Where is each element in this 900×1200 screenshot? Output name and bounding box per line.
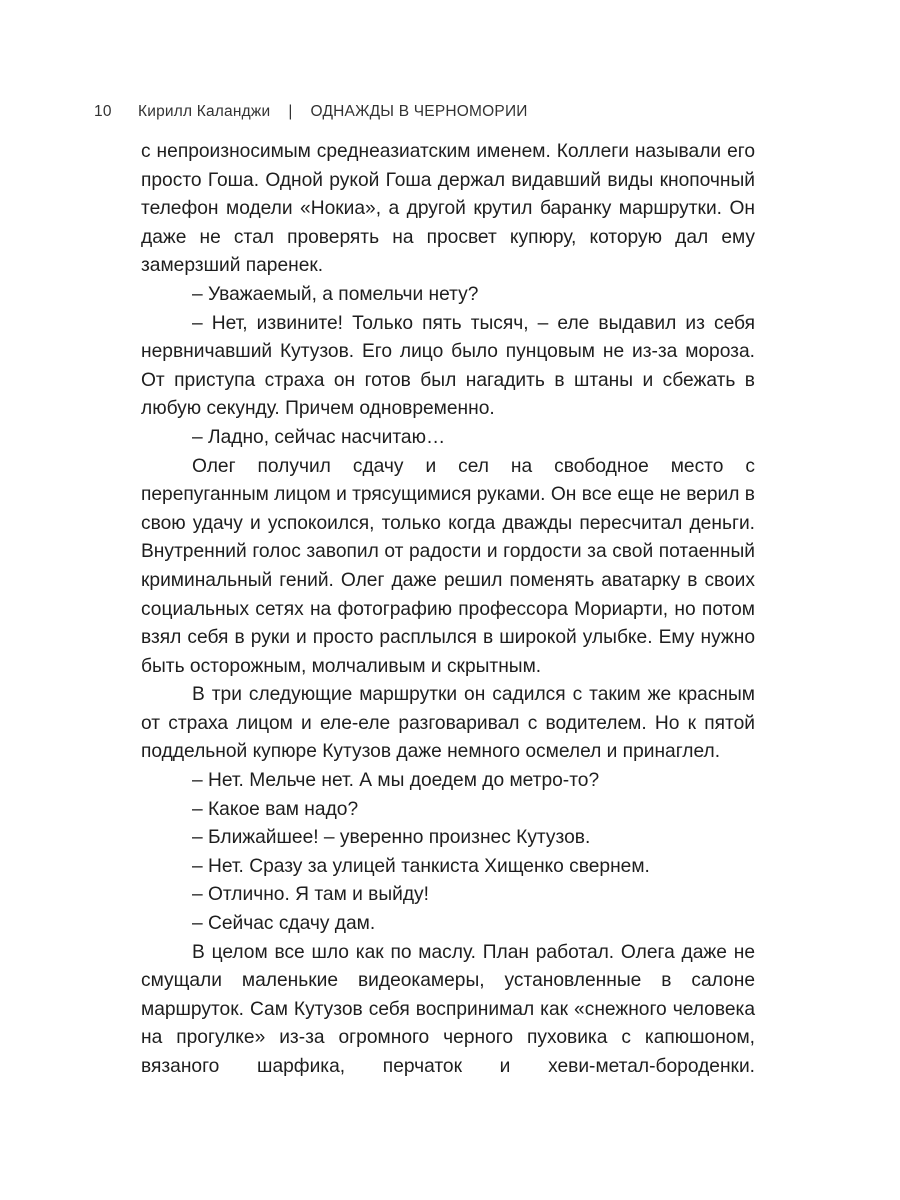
page-number: 10 <box>94 103 112 120</box>
paragraph: с непроизносимым среднеазиатским именем. Коллеги называли его просто Гоша. Одной рукой Гоша держал видавший виды кнопочный телефон модели «Нокиа», а другой крутил баранку маршрутки. Он даже не стал проверять на просвет купюру, которую дал ему замерзший паренек. <box>141 141 755 277</box>
header-separator: | <box>288 103 293 120</box>
paragraph: – Ближайшее! – уверенно произнес Кутузов. <box>192 827 591 849</box>
paragraph: – Отлично. Я там и выйду! <box>192 884 429 906</box>
paragraph: В целом все шло как по маслу. План работал. Олега даже не смущали маленькие видеокамеры, установленные в салоне маршруток. Сам Кутузов себя воспринимал как «снежного человека на прогулке» из-за огромного черного пуховика с капюшоном, вязаного шарфика, перчаток и хеви-метал-бороденки. <box>141 941 755 1077</box>
paragraph: – Ладно, сейчас насчитаю… <box>192 426 446 448</box>
paragraph: В три следующие маршрутки он садился с таким же красным от страха лицом и еле-еле разговаривал с водителем. Но к пятой поддельной купюре Кутузов даже немного осмелел и принаглел. <box>141 684 755 763</box>
running-header <box>94 103 754 121</box>
paragraph: – Нет. Сразу за улицей танкиста Хищенко свернем. <box>192 855 650 877</box>
paragraph: Олег получил сдачу и сел на свободное место с перепуганным лицом и трясущимися руками. Он все еще не верил в свою удачу и успокоился, только когда дважды пересчитал деньги. Внутренний голос завопил от радости и гордости за свой потаенный криминальный гений. Олег даже решил поменять аватарку в своих социальных сетях на фотографию профессора Мориарти, но потом взял себя в руки и просто расплылся в широкой улыбке. Ему нужно быть осторожным, молчаливым и скрытным. <box>141 455 755 677</box>
book-title: ОДНАЖДЫ В ЧЕРНОМОРИИ <box>310 103 528 120</box>
paragraph: – Нет, извините! Только пять тысяч, – еле выдавил из себя нервничавший Кутузов. Его лицо было пунцовым не из-за мороза. От приступа страха он готов был нагадить в штаны и сбежать в любую секунду. Причем одновременно. <box>141 312 755 420</box>
author-name: Кирилл Каланджи <box>138 103 271 120</box>
paragraph: – Сейчас сдачу дам. <box>192 913 376 935</box>
paragraph: – Нет. Мельче нет. А мы доедем до метро-то? <box>192 770 600 792</box>
paragraph: – Уважаемый, а помельчи нету? <box>192 283 479 305</box>
body-text <box>141 138 755 1082</box>
paragraph: – Какое вам надо? <box>192 798 359 820</box>
